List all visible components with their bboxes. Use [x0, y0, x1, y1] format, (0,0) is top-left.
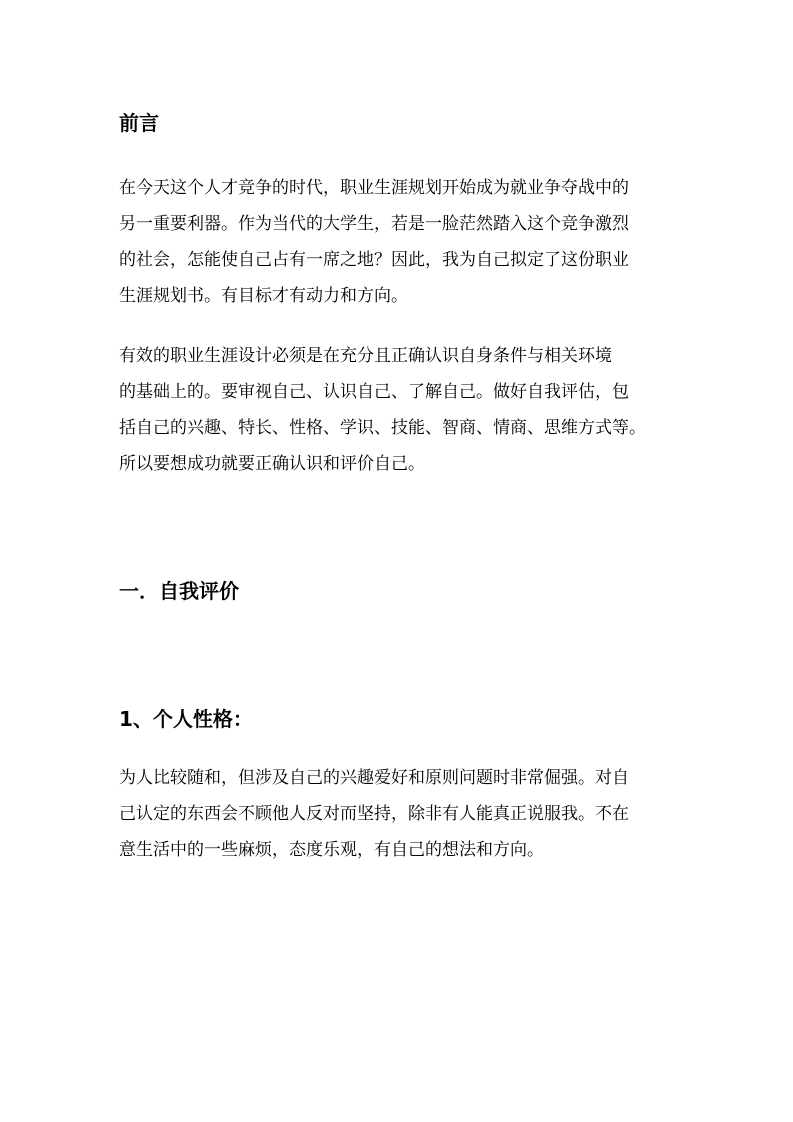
preface-paragraph-2 — [119, 338, 679, 482]
text-line: 为人比较随和，但涉及自己的兴趣爱好和原则问题时非常倔强。对自 — [119, 768, 629, 788]
section-heading-self-evaluation: 一．自我评价 — [119, 579, 239, 603]
text-line: 另一重要利器。作为当代的大学生，若是一脸茫然踏入这个竞争激烈 — [119, 214, 629, 234]
personality-paragraph — [119, 760, 679, 868]
preface-heading: 前言 — [119, 111, 159, 135]
text-line: 在今天这个人才竞争的时代，职业生涯规划开始成为就业争夺战中的 — [119, 178, 629, 198]
text-line: 己认定的东西会不顾他人反对而坚持，除非有人能真正说服我。不在 — [119, 804, 629, 824]
text-line: 意生活中的一些麻烦，态度乐观，有自己的想法和方向。 — [119, 840, 544, 860]
text-line: 所以要想成功就要正确认识和评价自己。 — [119, 454, 425, 474]
text-line: 括自己的兴趣、特长、性格、学识、技能、智商、情商、思维方式等。 — [119, 418, 646, 438]
text-line: 的社会，怎能使自己占有一席之地？因此，我为自己拟定了这份职业 — [119, 250, 629, 270]
text-line: 生涯规划书。有目标才有动力和方向。 — [119, 286, 408, 306]
preface-paragraph-1 — [119, 170, 679, 314]
text-line: 有效的职业生涯设计必须是在充分且正确认识自身条件与相关环境 — [119, 346, 612, 366]
subsection-heading-personality: 1、个人性格： — [119, 707, 253, 731]
text-line: 的基础上的。要审视自己、认识自己、了解自己。做好自我评估，包 — [119, 382, 629, 402]
